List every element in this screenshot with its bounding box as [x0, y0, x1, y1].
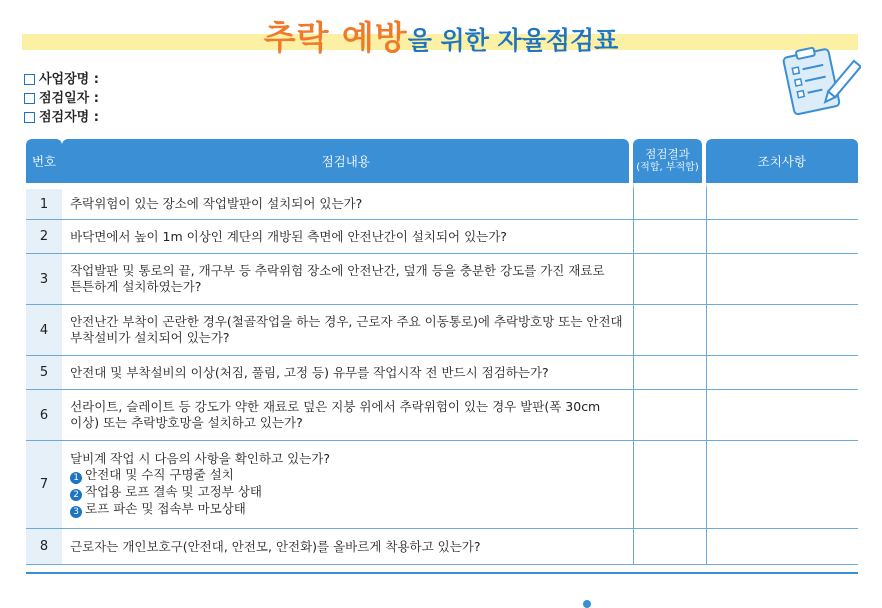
table-row: 8 근로자는 개인보호구(안전대, 안전모, 안전화)를 올바르게 착용하고 있는가? [26, 529, 858, 565]
action-cell[interactable] [706, 390, 858, 441]
table-bottom-rule [26, 572, 858, 574]
info-field-date: 점검일자 : [24, 89, 99, 108]
decorative-dot [583, 600, 591, 608]
result-cell[interactable] [633, 390, 705, 441]
header-action: 조치사항 [706, 139, 858, 183]
header-number: 번호 [26, 139, 62, 183]
checklist-table [26, 139, 858, 565]
header-content: 점검내용 [62, 139, 629, 183]
checkbox-icon [24, 112, 35, 123]
sub-item: 1 안전대 및 수직 구명줄 설치 [70, 467, 625, 484]
result-cell[interactable] [633, 356, 705, 390]
sub-item: 2 작업용 로프 결속 및 고정부 상태 [70, 484, 625, 501]
table-row: 6 선라이트, 슬레이트 등 강도가 약한 재료로 덮은 지붕 위에서 추락위험이 있는 경우 발판(폭 30cm 이상) 또는 추락방호망을 설치하고 있는가? [26, 390, 858, 441]
table-row: 3 작업발판 및 통로의 끝, 개구부 등 추락위험 장소에 안전난간, 덮개 등을 충분한 강도를 가진 재료로 튼튼하게 설치하였는가? [26, 254, 858, 305]
action-cell[interactable] [706, 220, 858, 254]
title-main: 추락 예방 [263, 18, 408, 57]
table-row: 1 추락위험이 있는 장소에 작업발판이 설치되어 있는가? [26, 183, 858, 220]
row-content: 작업발판 및 통로의 끝, 개구부 등 추락위험 장소에 안전난간, 덮개 등을 충분한 강도를 가진 재료로 튼튼하게 설치하였는가? [62, 254, 633, 305]
action-cell[interactable] [706, 183, 858, 220]
circled-number-icon: 3 [70, 506, 82, 518]
row-content: 선라이트, 슬레이트 등 강도가 약한 재료로 덮은 지붕 위에서 추락위험이 있는 경우 발판(폭 30cm 이상) 또는 추락방호망을 설치하고 있는가? [62, 390, 633, 441]
action-cell[interactable] [706, 441, 858, 529]
circled-number-icon: 2 [70, 489, 82, 501]
table-row: 4 안전난간 부착이 곤란한 경우(철골작업을 하는 경우, 근로자 주요 이동통로)에 추락방호망 또는 안전대 부착설비가 설치되어 있는가? [26, 305, 858, 356]
title-sub: 을 위한 자율점검표 [407, 26, 619, 55]
table-row: 7 달비계 작업 시 다음의 사항을 확인하고 있는가? 1 안전대 및 수직 구명줄 설치 2 작업용 로프 결속 및 고정부 상태 3 로프 파손 및 접속부 마모상태 [26, 441, 858, 529]
row-content: 안전난간 부착이 곤란한 경우(철골작업을 하는 경우, 근로자 주요 이동통로)에 추락방호망 또는 안전대 부착설비가 설치되어 있는가? [62, 305, 633, 356]
result-cell[interactable] [633, 220, 705, 254]
table-row: 5 안전대 및 부착설비의 이상(처짐, 풀림, 고정 등) 유무를 작업시작 전 반드시 점검하는가? [26, 356, 858, 390]
action-cell[interactable] [706, 529, 858, 565]
result-cell[interactable] [633, 305, 705, 356]
row-content: 추락위험이 있는 장소에 작업발판이 설치되어 있는가? [62, 183, 633, 220]
row-content: 안전대 및 부착설비의 이상(처짐, 풀림, 고정 등) 유무를 작업시작 전 반드시 점검하는가? [62, 356, 633, 390]
row-content: 달비계 작업 시 다음의 사항을 확인하고 있는가? 1 안전대 및 수직 구명줄 설치 2 작업용 로프 결속 및 고정부 상태 3 로프 파손 및 접속부 마모상태 [62, 441, 633, 529]
result-cell[interactable] [633, 529, 705, 565]
header-result: 점검결과 (적합, 부적합) [633, 139, 701, 183]
action-cell[interactable] [706, 356, 858, 390]
checkbox-icon [24, 93, 35, 104]
result-cell[interactable] [633, 183, 705, 220]
row-content: 바닥면에서 높이 1m 이상인 계단의 개방된 측면에 안전난간이 설치되어 있는가? [62, 220, 633, 254]
circled-number-icon: 1 [70, 472, 82, 484]
table-row: 2 바닥면에서 높이 1m 이상인 계단의 개방된 측면에 안전난간이 설치되어 있는가? [26, 220, 858, 254]
checkbox-icon [24, 74, 35, 85]
action-cell[interactable] [706, 254, 858, 305]
page-title [0, 12, 882, 59]
row-content: 근로자는 개인보호구(안전대, 안전모, 안전화)를 올바르게 착용하고 있는가? [62, 529, 633, 565]
action-cell[interactable] [706, 305, 858, 356]
info-field-site: 사업장명 : [24, 70, 99, 89]
info-fields [24, 70, 99, 127]
result-cell[interactable] [633, 441, 705, 529]
table-header-row [26, 139, 858, 183]
result-cell[interactable] [633, 254, 705, 305]
info-field-inspector: 점검자명 : [24, 108, 99, 127]
clipboard-checklist-icon [775, 44, 861, 116]
sub-item: 3 로프 파손 및 접속부 마모상태 [70, 501, 625, 518]
